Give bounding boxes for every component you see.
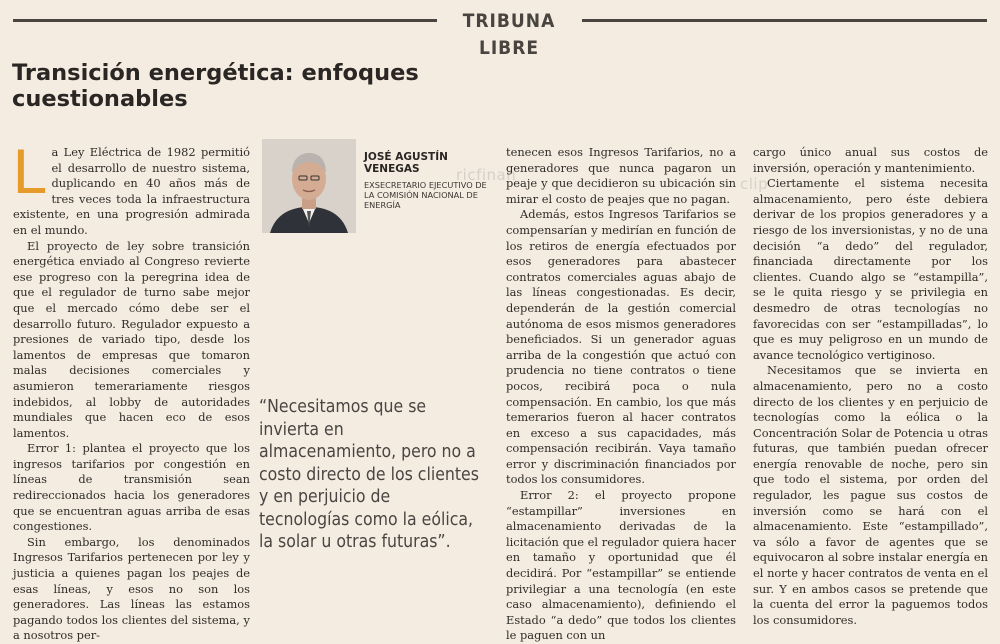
pull-quote: “Necesitamos que se invierta en almacenamiento, pero no a costo directo de los clientes y en perjuicio de tecnologías como la eólica, la solar u otras futuras”. [259, 397, 479, 552]
watermark-text: clip [740, 175, 769, 193]
author-photo [262, 139, 356, 233]
drop-cap: L [12, 138, 46, 208]
header-rule-right [582, 19, 987, 22]
paragraph: Error 2: el proyecto propone “estampillar” inversiones en almacenamiento derivadas de la licitación que el regulador quiera hacer en tamaño y oportunidad que él decidirá. Por “estampillar” se entiende privilegiar a una tecnología (en este caso almacenamiento), definiendo el Estado “a dedo” que todos los clientes le paguen con un [506, 488, 736, 643]
watermark-text: ricfinan [456, 166, 517, 184]
paragraph: Error 1: plantea el proyecto que los ingresos tarifarios por congestión en líneas de transmisión sean redireccionados hacia los generadores que se encuentran aguas arriba de esas congestiones. [13, 441, 250, 534]
paragraph: Además, estos Ingresos Tarifarios se compensarían y medirían en función de los retiros de energía efectuados por esos generadores para abastecer contratos comerciales aguas abajo de las líneas congestionadas. Es decir, dependerán de la gestión comercial autónoma de esos mismos generadores beneficiados. Si un generador aguas arriba de la congestión que actuó con prudencia no tiene contratos o tiene pocos, recibirá poca o nula compensación. En cambio, los que más temerarios fueron al hacer contratos en exceso a sus capacidades, más compensación recibirán. Vaya tamaño error y discriminación financiados por todos los consumidores. [506, 207, 736, 487]
author-role: EXSECRETARIO EJECUTIVO DE LA COMISIÓN NACIONAL DE ENERGÍA [364, 180, 487, 210]
article-column-4 [753, 145, 988, 628]
paragraph: Necesitamos que se invierta en almacenamiento, pero no a costo directo de los clientes y en perjuicio de tecnologías como la eólica o la Concentración Solar de Potencia u otras futuras, que también puedan ofrecer energía renovable de noche, pero sin que todo el sistema, por orden del regulador, les pague sus costos de inversión como se hará con el almacenamiento. Este “estampillado”, va sólo a favor de agentes que se equivocaron al sobre instalar energía en el norte y hacer contratos de venta en el sur. Y en ambos casos se pretende que la cuenta del error la paguemos todos los consumidores. [753, 363, 988, 627]
paragraph: cargo único anual sus costos de inversión, operación y mantenimiento. [753, 145, 988, 175]
article-headline: Transición energética: enfoques cuestionables [12, 60, 419, 112]
paragraph: tenecen esos Ingresos Tarifarios, no a generadores que nunca pagaron un peaje y que decidieron su ubicación sin mirar el costo de peajes que no pagan. [506, 145, 736, 206]
header-rule-left [13, 19, 437, 22]
paragraph: La Ley Eléctrica de 1982 permitió el desarrollo de nuestro sistema, duplicando en 40 años más de tres veces toda la infraestructura existente, en una progresión admirada en el mundo. [12, 138, 250, 237]
article-column-1 [12, 138, 250, 644]
paragraph: Ciertamente el sistema necesita almacenamiento, pero éste debiera derivar de los propios generadores y a riesgo de los inversionistas, y no de una decisión “a dedo” del regulador, financiada directamente por los clientes. Cuando algo se “estampilla”, se le quita riesgo y se privilegia en desmedro de otras tecnologías no favorecidas con ser “estampilladas”, lo que es muy peligroso en un mundo de avance tecnológico vertiginoso. [753, 176, 988, 362]
paragraph: Sin embargo, los denominados Ingresos Tarifarios pertenecen por ley y justicia a quienes pagan los peajes de esas líneas, y esos no son los generadores. Las líneas las estamos pagando todos los clientes del sistema, y a nosotros per- [13, 534, 250, 643]
section-label: TRIBUNA LIBRE [438, 8, 580, 35]
article-column-3 [506, 145, 736, 644]
author-name: JOSÉ AGUSTÍN VENEGAS [364, 151, 448, 175]
paragraph: El proyecto de ley sobre transición energética enviado al Congreso revierte ese progreso con la peregrina idea de que el regulador de turno sabe mejor que el mercado cómo debe ser el desarrollo futuro. Regulador expuesto a presiones de variado tipo, desde los lamentos de empresas que tomaron malas decisiones comerciales y asumieron temerariamente riesgos indebidos, al lobby de autoridades mundiales que hacen eco de esos lamentos. [13, 238, 250, 440]
